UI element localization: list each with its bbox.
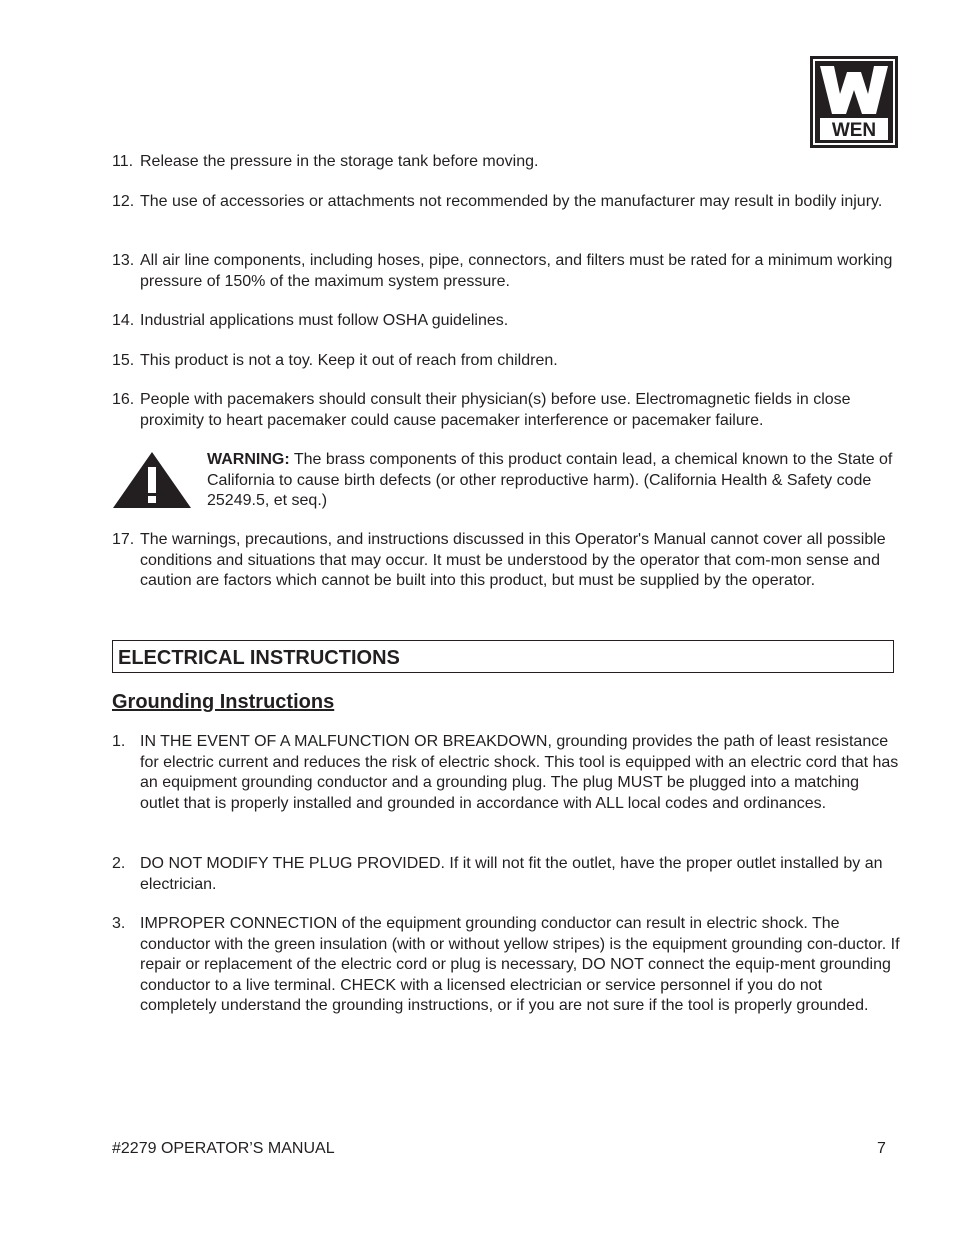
item-text: DO NOT MODIFY THE PLUG PROVIDED. If it will not fit the outlet, have the proper outlet installed by an electrician.	[140, 855, 883, 893]
list-item	[112, 530, 902, 592]
item-number: 11.	[112, 153, 134, 170]
grounding-item	[112, 732, 902, 814]
item-number: 12.	[112, 193, 135, 210]
item-number: 3.	[112, 915, 126, 932]
item-text: Release the pressure in the storage tank before moving.	[140, 153, 539, 170]
item-text: Industrial applications must follow OSHA guidelines.	[140, 312, 509, 329]
section-heading-box	[112, 640, 894, 673]
item-number: 2.	[112, 855, 126, 872]
list-item	[112, 311, 902, 332]
item-number: 13.	[112, 252, 135, 269]
list-item	[112, 152, 902, 173]
wen-logo	[810, 56, 898, 148]
item-text: This product is not a toy. Keep it out of reach from children.	[140, 352, 558, 369]
item-text: The use of accessories or attachments not recommended by the manufacturer may result in bodily injury.	[140, 193, 883, 210]
item-text: People with pacemakers should consult their physician(s) before use. Electromagnetic fields in close proximity to heart pacemaker could cause pacemaker interference or pacemaker failure.	[140, 391, 851, 429]
list-item	[112, 192, 902, 213]
grounding-item	[112, 914, 902, 1017]
warning-label: WARNING:	[207, 451, 290, 468]
grounding-item	[112, 854, 902, 895]
warning-notice	[207, 450, 897, 512]
subheading: Grounding Instructions	[112, 691, 335, 713]
section-title: ELECTRICAL INSTRUCTIONS	[118, 647, 400, 669]
item-number: 15.	[112, 352, 135, 369]
item-number: 14.	[112, 312, 135, 329]
warning-triangle-icon	[112, 451, 192, 509]
list-item	[112, 390, 902, 431]
list-item	[112, 351, 902, 372]
item-number: 17.	[112, 531, 135, 548]
footer-manual-title: #2279 OPERATOR’S MANUAL	[112, 1140, 335, 1157]
warning-body: The brass components of this product contain lead, a chemical known to the State of California to cause birth defects (or other reproductive harm). (California Health & Safety code 25249.5, et seq.)	[207, 451, 893, 509]
list-item	[112, 251, 902, 292]
item-number: 1.	[112, 733, 126, 750]
item-text: IMPROPER CONNECTION of the equipment grounding conductor can result in electric shock. The conductor with the green insulation (with or without yellow stripes) is the equipment grounding con-ductor. If repair or replacement of the electric cord or plug is necessary, DO NOT connect the equip-ment grounding conductor to a live terminal. CHECK with a licensed electrician or service personnel if you do not completely understand the grounding instructions, or if you are not sure if the tool is properly grounded.	[140, 915, 900, 1014]
footer-page-number: 7	[877, 1140, 886, 1157]
item-text: The warnings, precautions, and instructions discussed in this Operator's Manual cannot cover all possible conditions and situations that may occur. It must be understood by the operator that com-mon sense and caution are factors which cannot be built into this product, but must be supplied by the operator.	[140, 531, 886, 589]
item-text: All air line components, including hoses, pipe, connectors, and filters must be rated for a minimum working pressure of 150% of the maximum system pressure.	[140, 252, 893, 290]
item-number: 16.	[112, 391, 135, 408]
svg-text:WEN: WEN	[831, 120, 877, 141]
item-text: IN THE EVENT OF A MALFUNCTION OR BREAKDOWN, grounding provides the path of least resistance for electric current and reduces the risk of electric shock. This tool is equipped with an electric cord that has an equipment grounding conductor and a grounding plug. The plug MUST be plugged into a matching outlet that is properly installed and grounded in accordance with ALL local codes and ordinances.	[140, 733, 899, 812]
